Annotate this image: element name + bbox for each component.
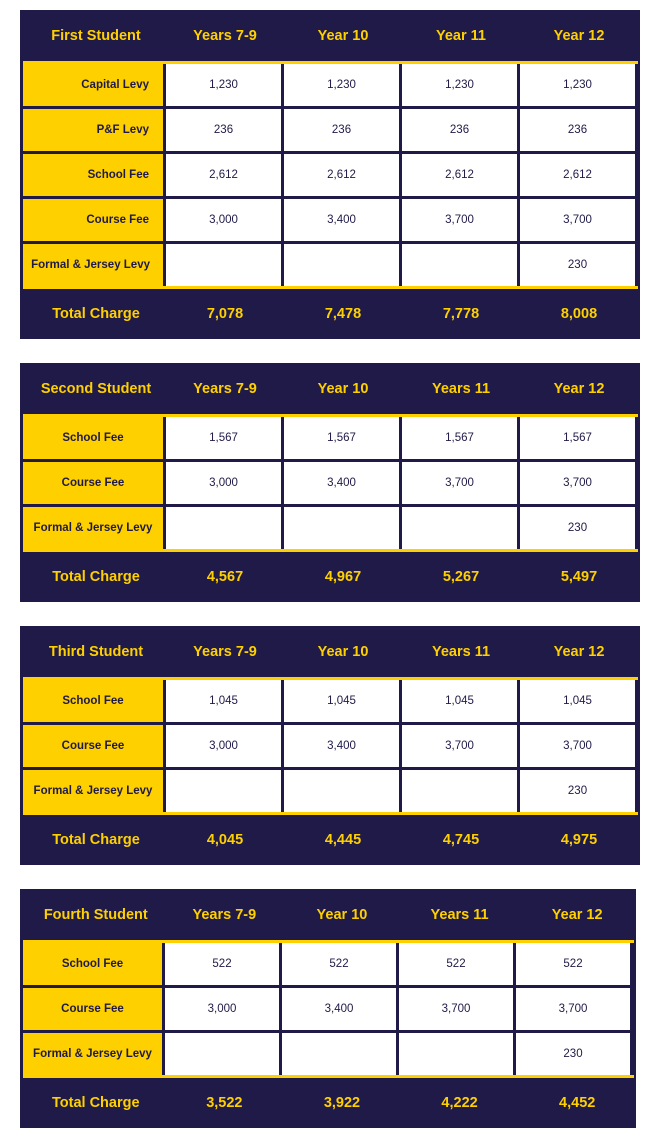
table-row [23,244,637,286]
table-row [23,199,637,241]
cell-value: 522 [165,943,279,985]
cell-value: 522 [399,943,513,985]
cell-value: 1,045 [166,680,281,722]
cell-value: 1,045 [284,680,399,722]
cell-value: 1,567 [520,417,635,459]
table-row [23,64,637,106]
second-student-fee-table [20,363,640,602]
table-row [23,462,637,504]
cell-value: 3,000 [165,988,279,1030]
cell-value: 1,045 [520,680,635,722]
column-header: Years 7-9 [193,380,257,397]
cell-value [284,244,399,286]
total-value: 4,222 [441,1095,478,1111]
total-value: 5,267 [442,569,480,585]
cell-value: 230 [520,507,635,549]
total-value: 7,778 [442,306,480,322]
cell-value: 1,230 [520,64,635,106]
column-header: Year 10 [317,643,369,660]
total-row [20,1078,636,1128]
table-body [20,417,640,549]
table-row [23,417,637,459]
cell-value: 3,700 [402,725,517,767]
cell-value [402,507,517,549]
table-header [20,363,640,414]
column-header: Year 10 [317,380,369,397]
cell-value: 3,400 [282,988,396,1030]
row-label: School Fee [23,943,162,985]
table-body [20,943,636,1075]
column-header: Years 11 [430,906,489,923]
total-label: Total Charge [52,569,140,585]
column-header: Years 7-9 [192,906,257,923]
column-header: Years 7-9 [193,643,257,660]
cell-value [166,244,281,286]
cell-value: 1,230 [284,64,399,106]
total-label: Total Charge [52,306,140,322]
cell-value: 522 [282,943,396,985]
cell-value: 3,700 [520,725,635,767]
cell-value [166,507,281,549]
cell-value: 230 [520,244,635,286]
cell-value: 3,700 [399,988,513,1030]
table-row [23,770,637,812]
row-label: P&F Levy [23,109,163,151]
cell-value: 3,700 [402,199,517,241]
column-header: Years 11 [431,380,491,397]
row-label: Course Fee [23,725,163,767]
column-header: Year 12 [553,380,605,397]
column-header: Year 11 [436,27,486,44]
cell-value: 2,612 [520,154,635,196]
cell-value: 1,567 [402,417,517,459]
cell-value [402,770,517,812]
total-value: 4,975 [560,832,598,848]
cell-value: 236 [166,109,281,151]
row-label: Course Fee [23,462,163,504]
table-row [23,943,633,985]
total-value: 3,922 [323,1095,361,1111]
cell-value: 3,000 [166,199,281,241]
row-label: Capital Levy [23,64,163,106]
cell-value: 3,400 [284,462,399,504]
total-value: 3,522 [206,1095,243,1111]
column-header: Year 10 [317,27,369,44]
table-row [23,988,633,1030]
total-value: 4,567 [206,569,244,585]
row-label: Formal & Jersey Levy [23,244,163,286]
row-label: Course Fee [23,199,163,241]
total-label: Total Charge [52,1095,140,1111]
cell-value [284,507,399,549]
row-label: Formal & Jersey Levy [23,507,163,549]
cell-value: 2,612 [284,154,399,196]
cell-value: 1,230 [402,64,517,106]
table-row [23,1033,633,1075]
cell-value [402,244,517,286]
cell-value: 230 [516,1033,630,1075]
cell-value [399,1033,513,1075]
third-student-fee-table [20,626,640,865]
cell-value: 3,700 [520,462,635,504]
cell-value: 236 [402,109,517,151]
table-row [23,507,637,549]
cell-value: 236 [520,109,635,151]
cell-value: 3,400 [284,725,399,767]
first-student-fee-table [20,10,640,339]
cell-value: 236 [284,109,399,151]
total-value: 4,045 [206,832,244,848]
column-header: Year 10 [316,906,368,923]
table-row [23,109,637,151]
cell-value [282,1033,396,1075]
cell-value: 522 [516,943,630,985]
table-header [20,626,640,677]
total-value: 4,452 [559,1095,596,1111]
table-row [23,725,637,767]
table-body [20,680,640,812]
row-label: School Fee [23,154,163,196]
cell-value: 3,400 [284,199,399,241]
cell-value: 1,230 [166,64,281,106]
column-header: Years 7-9 [193,27,257,44]
table-header [20,10,640,61]
total-row [20,815,640,865]
cell-value [165,1033,279,1075]
total-value: 8,008 [560,306,598,322]
row-label: Formal & Jersey Levy [23,770,163,812]
total-value: 4,445 [324,832,362,848]
column-header: Year 12 [553,643,605,660]
cell-value [166,770,281,812]
fourth-student-fee-table [20,889,636,1128]
table-title: Second Student [40,380,152,397]
table-header [20,889,636,940]
total-row [20,289,640,339]
total-label: Total Charge [52,832,140,848]
cell-value: 2,612 [402,154,517,196]
total-row [20,552,640,602]
cell-value: 1,567 [284,417,399,459]
column-header: Year 12 [551,906,603,923]
row-label: Course Fee [23,988,162,1030]
table-title: Third Student [48,643,144,660]
total-value: 4,967 [324,569,362,585]
table-row [23,680,637,722]
cell-value: 1,045 [402,680,517,722]
cell-value: 3,000 [166,462,281,504]
total-value: 7,078 [206,306,244,322]
table-title: Fourth Student [43,906,148,923]
total-value: 7,478 [324,306,362,322]
table-title: First Student [51,27,141,44]
table-row [23,154,637,196]
row-label: Formal & Jersey Levy [23,1033,162,1075]
total-value: 5,497 [560,569,598,585]
cell-value: 3,700 [402,462,517,504]
cell-value: 1,567 [166,417,281,459]
cell-value: 3,000 [166,725,281,767]
column-header: Year 12 [553,27,605,44]
cell-value [284,770,399,812]
cell-value: 230 [520,770,635,812]
cell-value: 3,700 [516,988,630,1030]
table-body [20,64,640,286]
cell-value: 3,700 [520,199,635,241]
column-header: Years 11 [431,643,491,660]
row-label: School Fee [23,417,163,459]
cell-value: 2,612 [166,154,281,196]
total-value: 4,745 [442,832,480,848]
row-label: School Fee [23,680,163,722]
